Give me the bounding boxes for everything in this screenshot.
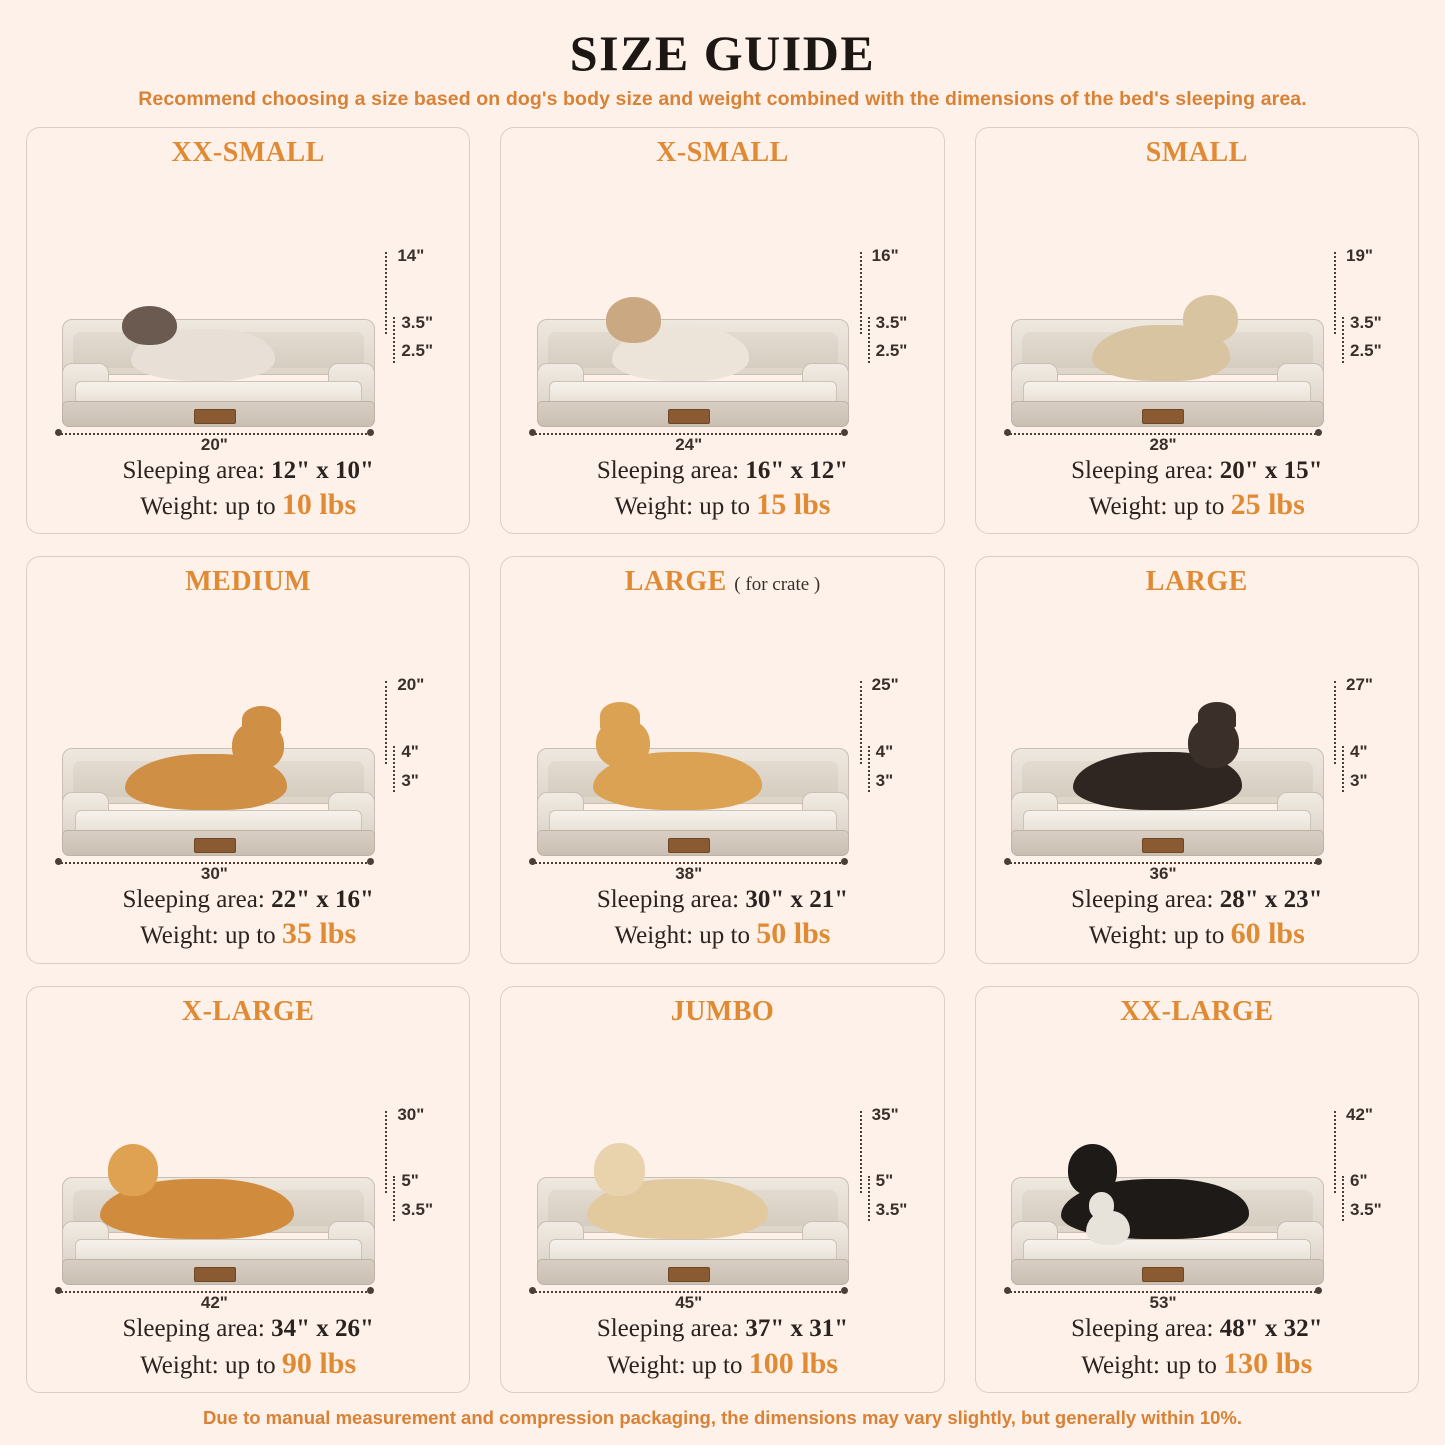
bed-figure (986, 1029, 1408, 1311)
weight-label: Weight: up to (614, 492, 757, 520)
card-title (37, 997, 459, 1028)
dimension-mid: 5" (401, 1171, 419, 1191)
sleeping-area-line (511, 884, 933, 915)
weight-line (986, 486, 1408, 524)
dimension-leader-line (1334, 681, 1336, 763)
animal-illustration-shiba-inu (593, 752, 762, 810)
width-dimension (532, 429, 845, 454)
card-specs (37, 884, 459, 953)
dog-bed-illustration (1011, 319, 1324, 427)
card-specs (986, 455, 1408, 524)
bed-brand-tag (194, 1267, 236, 1282)
bed-brand-tag (1142, 1267, 1184, 1282)
dimension-low: 2.5" (1350, 341, 1382, 361)
weight-line (986, 1345, 1408, 1383)
card-size-name: X-SMALL (656, 137, 789, 168)
card-title (986, 567, 1408, 598)
sleeping-area-label: Sleeping area: (122, 456, 272, 484)
dimension-mid: 3.5" (1350, 312, 1382, 332)
height-dimensions (846, 673, 932, 825)
dimension-height: 16" (871, 246, 899, 266)
dimension-height: 35" (871, 1104, 899, 1124)
size-card-jumbo (500, 986, 944, 1393)
card-specs (511, 884, 933, 953)
animal-illustration-french-bulldog (1092, 325, 1230, 381)
dimension-low: 3.5" (875, 1200, 908, 1220)
dog-bed-illustration (537, 319, 850, 427)
weight-value: 50 lbs (756, 917, 831, 951)
dimension-leader-line (1334, 1111, 1336, 1193)
dimension-height: 20" (397, 675, 425, 695)
dimension-low: 2.5" (875, 341, 908, 361)
weight-line (37, 915, 459, 953)
weight-label: Weight: up to (140, 492, 282, 520)
width-dimension (532, 858, 845, 883)
bed-brand-tag (1142, 838, 1184, 853)
dog-bed-illustration (1011, 748, 1324, 856)
dimension-leader-line (1334, 252, 1336, 334)
bed-figure (986, 600, 1408, 882)
height-dimensions (1320, 244, 1406, 396)
width-dimension (1007, 1287, 1320, 1313)
size-card-x-small (500, 127, 944, 534)
size-card-medium (26, 556, 470, 963)
bed-figure (511, 600, 933, 882)
weight-line (511, 915, 933, 953)
animal-illustration-corgi (125, 754, 288, 810)
weight-line (37, 1345, 459, 1383)
dimension-width: 42" (200, 1293, 228, 1313)
dimension-height: 19" (1346, 246, 1373, 266)
sleeping-area-line (986, 884, 1408, 915)
dimension-leader-line (860, 1111, 862, 1193)
weight-line (986, 915, 1408, 953)
bed-figure (511, 1029, 933, 1311)
height-dimensions (1320, 1103, 1406, 1255)
animal-head (1089, 1192, 1114, 1219)
size-card-xx-small (26, 127, 470, 534)
weight-label: Weight: up to (1081, 1351, 1224, 1379)
sleeping-area-line (37, 455, 459, 486)
sleeping-area-label: Sleeping area: (122, 885, 272, 913)
width-dimension (532, 1287, 845, 1313)
size-card-x-large (26, 986, 470, 1393)
dimension-width: 24" (675, 434, 703, 454)
weight-label: Weight: up to (1088, 492, 1231, 520)
animal-head (1068, 1144, 1117, 1196)
card-title (511, 997, 933, 1028)
card-specs (986, 1313, 1408, 1382)
card-size-name: XX-LARGE (1120, 995, 1274, 1027)
weight-line (511, 1345, 933, 1383)
height-dimensions (371, 244, 457, 396)
weight-value: 15 lbs (756, 487, 831, 521)
animal-ear (242, 706, 281, 733)
weight-value: 10 lbs (281, 487, 357, 521)
bed-figure (986, 171, 1408, 453)
dog-bed-illustration (62, 1177, 375, 1285)
dimension-width: 30" (200, 863, 228, 883)
sleeping-area-label: Sleeping area: (1071, 456, 1220, 484)
dimension-leader-line-short (1342, 746, 1344, 792)
sleeping-area-line (511, 1313, 933, 1344)
weight-line (37, 486, 459, 524)
bed-figure (37, 1029, 459, 1311)
weight-value: 25 lbs (1230, 487, 1305, 521)
weight-value: 130 lbs (1223, 1346, 1313, 1380)
weight-line (511, 486, 933, 524)
card-title (37, 567, 459, 598)
card-specs (511, 455, 933, 524)
dimension-mid: 6" (1350, 1171, 1368, 1191)
bed-brand-tag (194, 409, 236, 424)
bed-figure (37, 600, 459, 882)
animal-head (122, 306, 177, 346)
width-dimension (58, 858, 371, 883)
dimension-leader-line-short (868, 1176, 870, 1222)
dimension-height: 30" (397, 1104, 425, 1124)
width-dimension (58, 1287, 371, 1313)
dimension-leader-line (385, 681, 387, 763)
card-specs (511, 1313, 933, 1382)
animal-illustration-border-collie (1073, 752, 1242, 810)
weight-value: 90 lbs (281, 1346, 357, 1380)
animal-head (594, 1143, 645, 1196)
weight-label: Weight: up to (140, 1351, 282, 1379)
size-card-small (975, 127, 1419, 534)
sleeping-area-line (511, 455, 933, 486)
dimension-mid: 3.5" (401, 312, 434, 332)
height-dimensions (371, 673, 457, 825)
bed-brand-tag (668, 409, 710, 424)
dimension-width: 20" (200, 434, 228, 454)
sleeping-area-label: Sleeping area: (596, 1315, 746, 1343)
dog-bed-illustration (537, 748, 850, 856)
animal-illustration-golden-retriever (100, 1179, 294, 1239)
dimension-width: 28" (1149, 434, 1177, 454)
bed-brand-tag (668, 838, 710, 853)
dimension-low: 3.5" (401, 1200, 434, 1220)
animal-head (606, 297, 661, 342)
size-card-large-for-crate (500, 556, 944, 963)
bed-brand-tag (668, 1267, 710, 1282)
size-card-grid (26, 127, 1419, 1393)
dimension-height: 14" (397, 246, 425, 266)
card-title (511, 567, 933, 598)
dimension-height: 42" (1346, 1104, 1373, 1124)
animal-illustration-labrador (587, 1179, 768, 1239)
weight-label: Weight: up to (607, 1351, 749, 1379)
dimension-leader-line-short (393, 317, 395, 363)
dog-bed-illustration (62, 748, 375, 856)
animal-illustration-shih-tzu (612, 327, 750, 381)
page-subtitle: Recommend choosing a size based on dog's body size and weight combined with the dimensions of the bed's sleeping area. (138, 88, 1307, 110)
animal-head (108, 1144, 158, 1196)
dimension-low: 2.5" (401, 341, 434, 361)
sleeping-area-label: Sleeping area: (596, 885, 746, 913)
animal-ear (600, 702, 641, 730)
bed-brand-tag (1142, 409, 1184, 424)
dimension-leader-line (385, 252, 387, 334)
card-title (986, 138, 1408, 169)
dimension-width: 36" (1149, 863, 1177, 883)
sleeping-area-value: 16" x 12" (745, 456, 849, 484)
width-dimension (58, 429, 371, 454)
sleeping-area-value: 22" x 16" (271, 885, 374, 913)
width-dimension (1007, 858, 1320, 883)
bed-figure (511, 171, 933, 453)
dimension-leader-line (860, 252, 862, 334)
sleeping-area-label: Sleeping area: (1071, 1315, 1220, 1343)
weight-label: Weight: up to (614, 922, 757, 950)
animal-illustration-cat-ragdoll (131, 329, 275, 381)
sleeping-area-value: 12" x 10" (271, 456, 374, 484)
weight-label: Weight: up to (140, 922, 282, 950)
sleeping-area-line (986, 1313, 1408, 1344)
dog-bed-illustration (1011, 1177, 1324, 1285)
card-size-name: LARGE (624, 566, 727, 598)
height-dimensions (371, 1103, 457, 1255)
card-title (986, 997, 1408, 1028)
weight-value: 35 lbs (281, 917, 357, 951)
dimension-mid: 4" (1350, 741, 1368, 761)
weight-label: Weight: up to (1088, 922, 1231, 950)
sleeping-area-line (986, 455, 1408, 486)
card-size-name: LARGE (1145, 566, 1248, 598)
dimension-mid: 4" (875, 741, 894, 761)
dimension-width: 38" (675, 863, 703, 883)
dimension-low: 3" (875, 770, 894, 790)
sleeping-area-line (37, 1313, 459, 1344)
sleeping-area-value: 20" x 15" (1219, 456, 1323, 484)
size-card-xx-large (975, 986, 1419, 1393)
sleeping-area-label: Sleeping area: (1071, 885, 1220, 913)
dimension-low: 3" (401, 770, 419, 790)
bed-figure (37, 171, 459, 453)
dimension-leader-line-short (1342, 317, 1344, 363)
weight-value: 100 lbs (748, 1346, 838, 1380)
dimension-leader-line-short (393, 746, 395, 792)
card-size-name: X-LARGE (181, 995, 315, 1027)
sleeping-area-value: 34" x 26" (271, 1315, 374, 1343)
dimension-leader-line-short (1342, 1176, 1344, 1222)
card-size-note: ( for crate ) (734, 574, 821, 596)
height-dimensions (846, 1103, 932, 1255)
dimension-leader-line-short (868, 317, 870, 363)
animal-illustration-chihuahua (1086, 1211, 1130, 1245)
sleeping-area-label: Sleeping area: (596, 456, 746, 484)
dimension-leader-line-short (868, 746, 870, 792)
width-dimension (1007, 429, 1320, 454)
page-title: SIZE GUIDE (569, 25, 876, 81)
sleeping-area-label: Sleeping area: (122, 1315, 272, 1343)
card-title (511, 138, 933, 169)
card-specs (37, 455, 459, 524)
size-card-large (975, 556, 1419, 963)
sleeping-area-value: 30" x 21" (745, 885, 849, 913)
weight-value: 60 lbs (1230, 917, 1305, 951)
card-specs (986, 884, 1408, 953)
dimension-leader-line (860, 681, 862, 763)
dimension-width: 53" (1149, 1293, 1177, 1313)
bed-brand-tag (194, 838, 236, 853)
height-dimensions (1320, 673, 1406, 825)
sleeping-area-line (37, 884, 459, 915)
sleeping-area-value: 48" x 32" (1219, 1315, 1323, 1343)
card-size-name: XX-SMALL (171, 137, 325, 168)
dog-bed-illustration (537, 1177, 850, 1285)
dimension-mid: 3.5" (875, 312, 908, 332)
dimension-low: 3.5" (1350, 1200, 1382, 1220)
sleeping-area-value: 37" x 31" (745, 1315, 849, 1343)
dimension-height: 25" (871, 675, 899, 695)
height-dimensions (846, 244, 932, 396)
animal-head (1183, 295, 1238, 342)
card-size-name: SMALL (1145, 137, 1248, 168)
dimension-leader-line-short (393, 1176, 395, 1222)
dimension-mid: 5" (875, 1171, 894, 1191)
dimension-mid: 4" (401, 741, 419, 761)
dimension-leader-line (385, 1111, 387, 1193)
dog-bed-illustration (62, 319, 375, 427)
animal-ear (1198, 702, 1235, 728)
disclaimer-note: Due to manual measurement and compression packaging, the dimensions may vary slightly, but generally within 10%. (202, 1407, 1243, 1428)
dimension-width: 45" (675, 1293, 703, 1313)
card-specs (37, 1313, 459, 1382)
dimension-height: 27" (1346, 675, 1373, 695)
card-title (37, 138, 459, 169)
sleeping-area-value: 28" x 23" (1219, 885, 1323, 913)
card-size-name: MEDIUM (185, 566, 312, 598)
card-size-name: JUMBO (670, 995, 775, 1027)
dimension-low: 3" (1350, 770, 1368, 790)
